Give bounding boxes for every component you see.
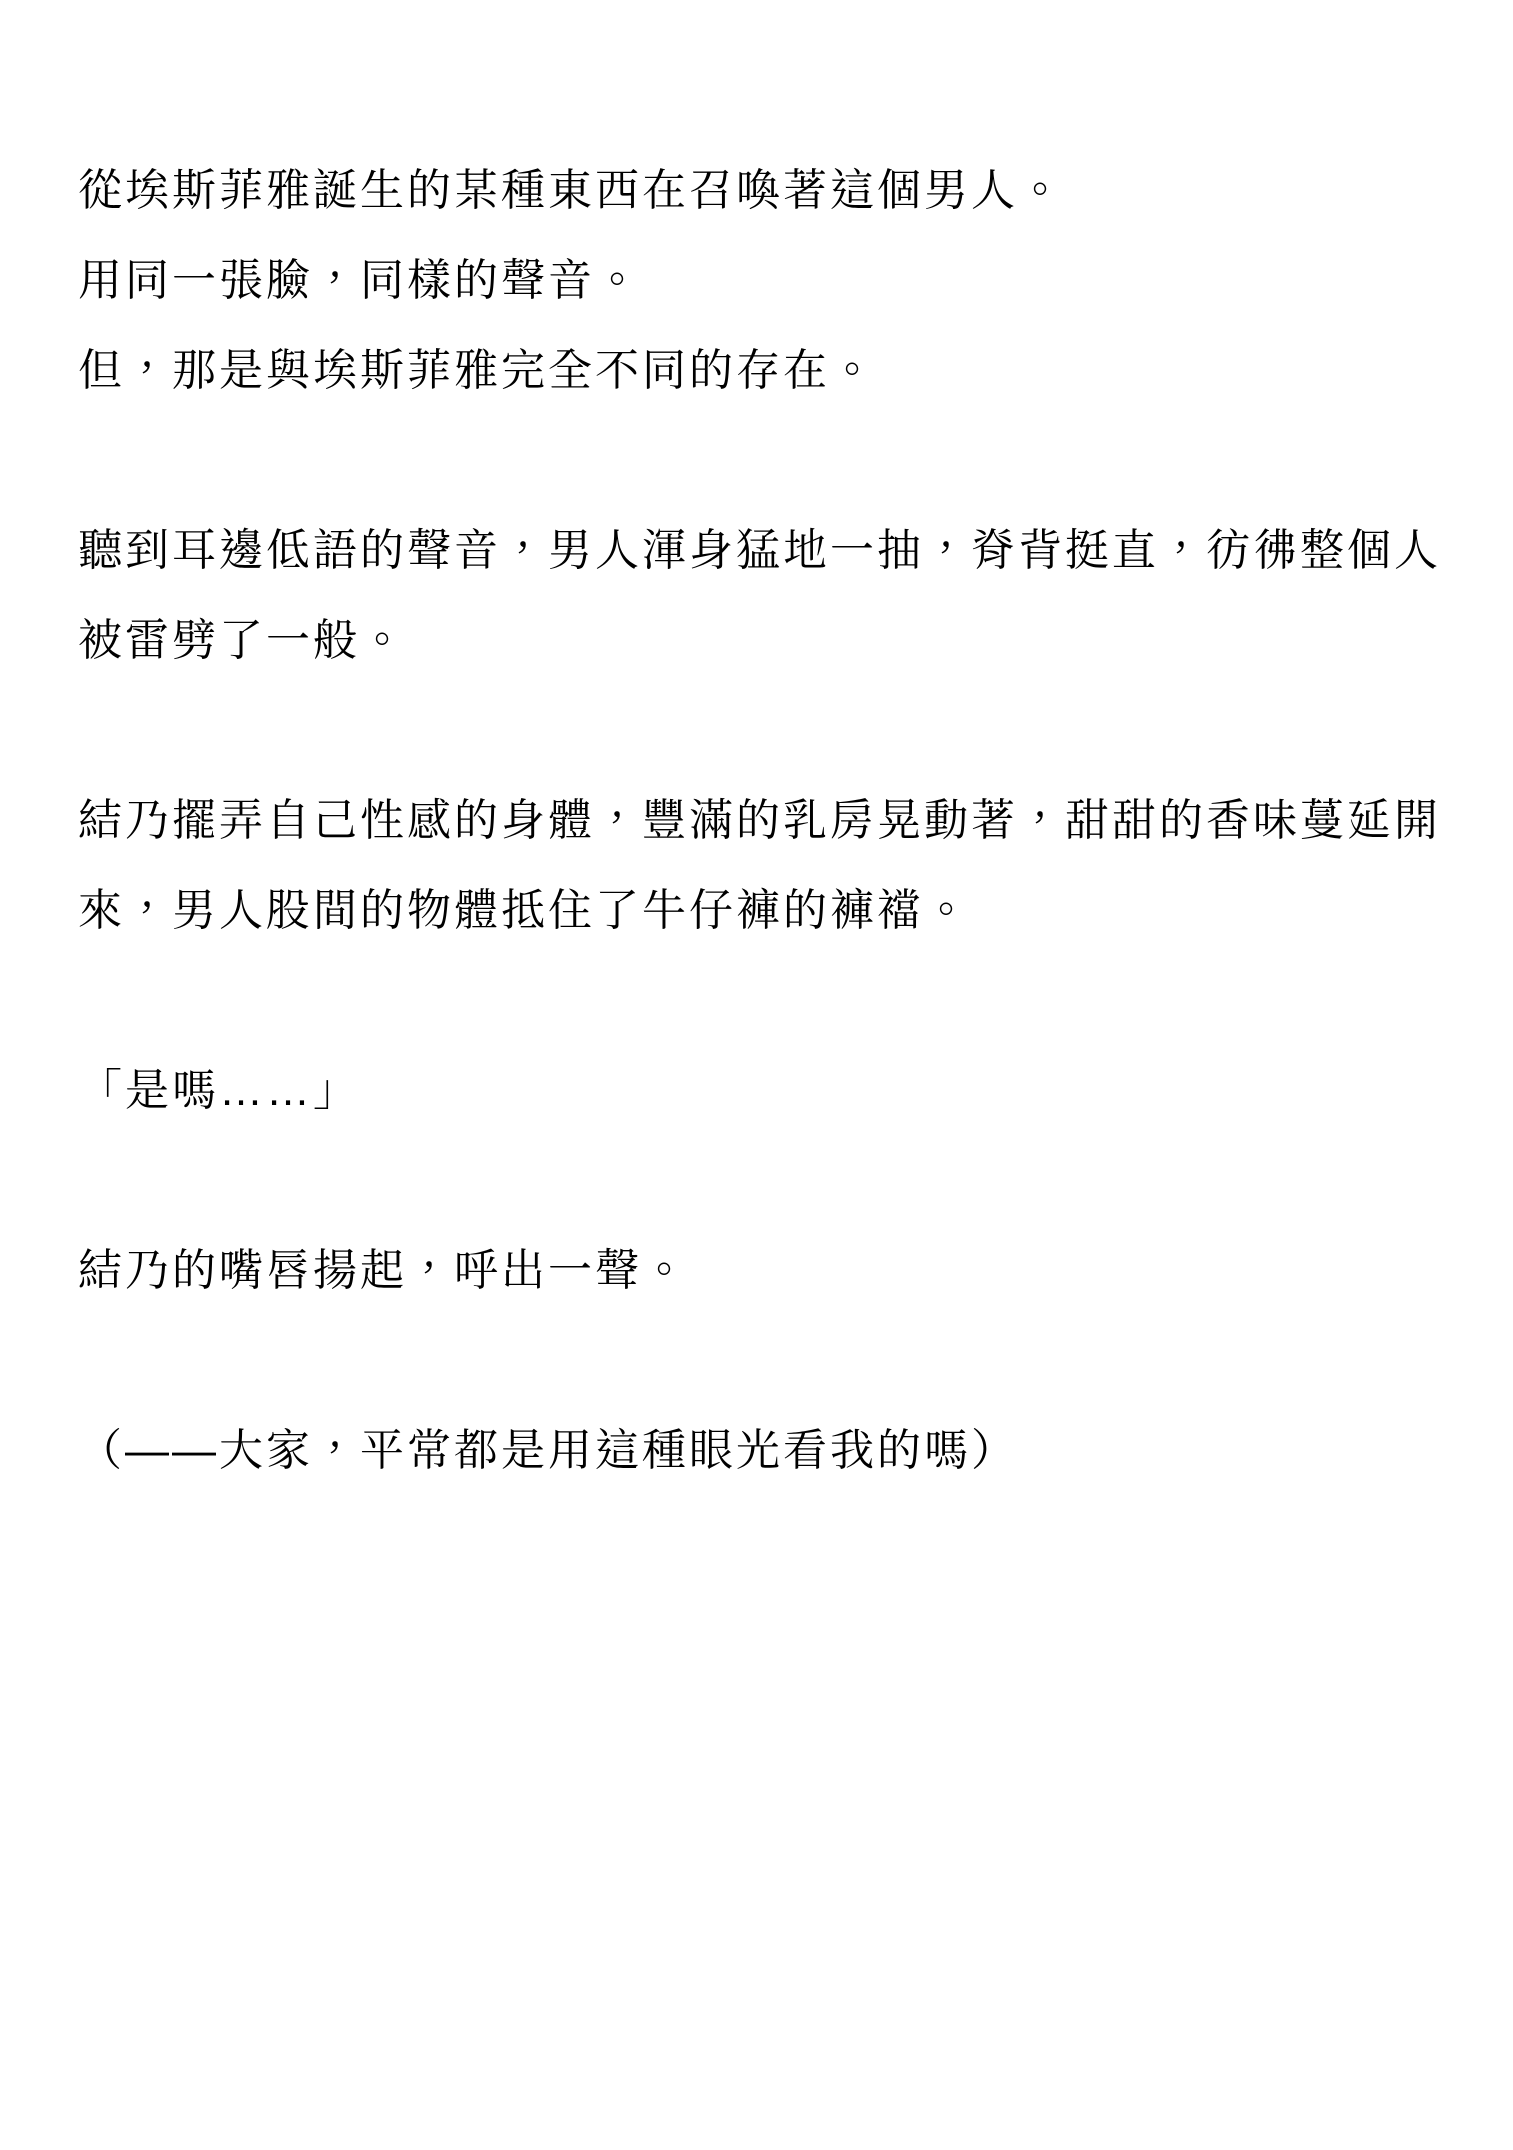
text-line: 結乃擺弄自己性感的身體，豐滿的乳房晃動著，甜甜的香味蔓延開: [78, 796, 1441, 845]
text-line: 從埃斯菲雅誕生的某種東西在召喚著這個男人。: [78, 166, 1065, 215]
text-line: 但，那是與埃斯菲雅完全不同的存在。: [78, 346, 877, 395]
text-line: 「是嗎……」: [78, 1066, 360, 1115]
text-line: 用同一張臉，同樣的聲音。: [78, 256, 642, 305]
paragraph-group-2: [78, 506, 1445, 686]
paragraph-group-3: [78, 776, 1445, 956]
text-line: 被雷劈了一般。: [78, 616, 407, 665]
text-line: 來，男人股間的物體抵住了牛仔褲的褲襠。: [78, 886, 971, 935]
text-line: （——大家，平常都是用這種眼光看我的嗎）: [78, 1426, 1018, 1475]
paragraph-group-5: [78, 1226, 1445, 1316]
paragraph-inner-thought: [78, 1406, 1445, 1496]
text-line: 結乃的嘴唇揚起，呼出一聲。: [78, 1246, 689, 1295]
paragraph-dialogue: [78, 1046, 1445, 1136]
text-line: 聽到耳邊低語的聲音，男人渾身猛地一抽，脊背挺直，彷彿整個人: [78, 526, 1441, 575]
paragraph-group-1: [78, 146, 1445, 416]
